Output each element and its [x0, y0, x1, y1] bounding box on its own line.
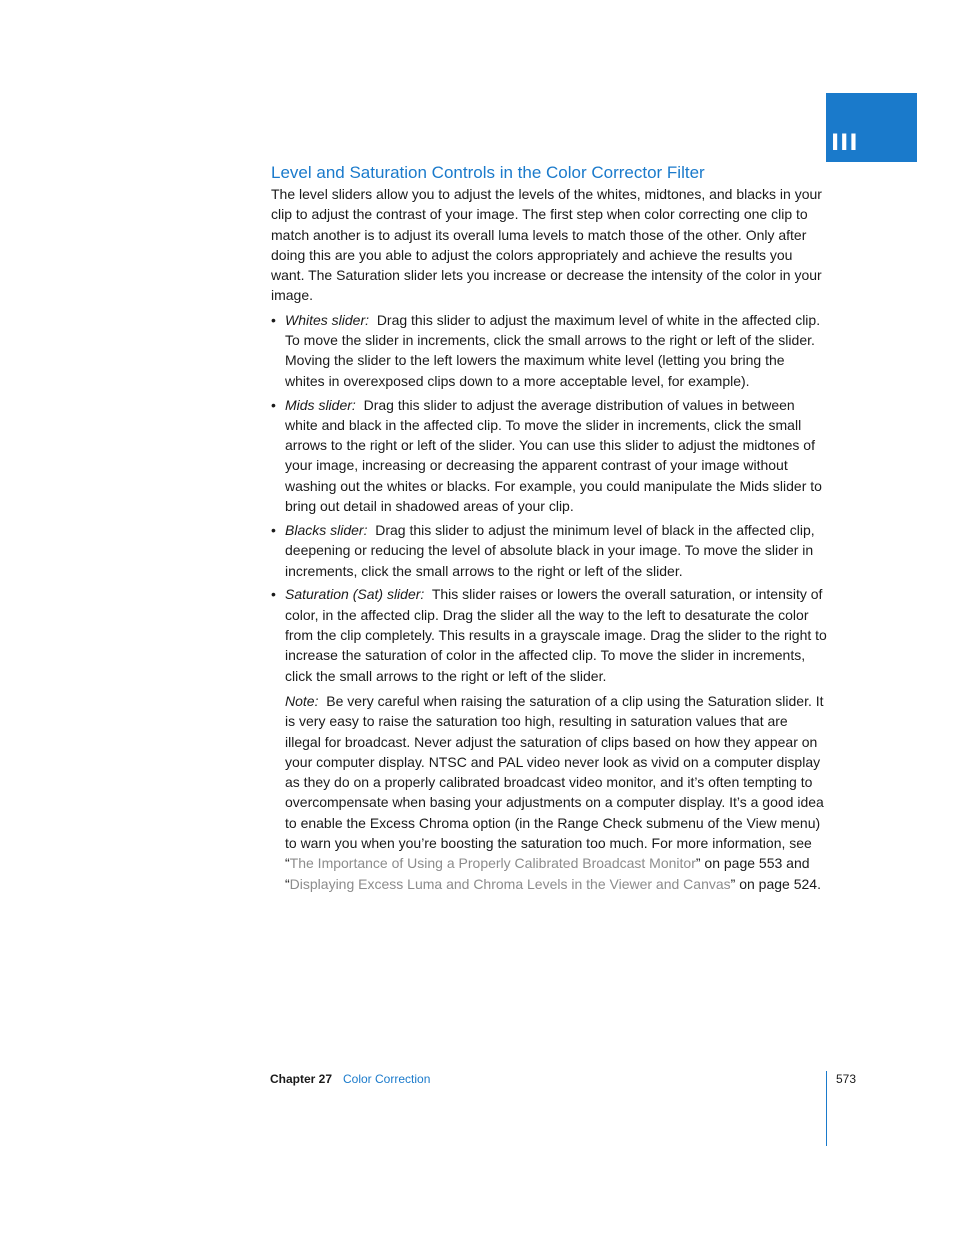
desc-mids: Drag this slider to adjust the average distribution of values in between white and black in the affected clip. To move the slider in increments, click the small arrows to the right or left of the slider. You can use this slider to adjust the midtones of your image, increasing or decreasing the apparent contrast of your image without washing out the whites or blacks. For example, you could manipulate the Mids slider to bring out detail in shadowed areas of your clip. — [285, 396, 822, 515]
section-body — [271, 184, 827, 894]
bullet-glyph: • — [271, 396, 276, 413]
list-item-whites — [271, 310, 827, 391]
intro-paragraph: The level sliders allow you to adjust the levels of the whites, midtones, and blacks in your clip to adjust the contrast of your image. The first step when color correcting one clip to match another is to adjust its overall luma levels to match those of the other. Only after doing this are you able to adjust the colors appropriately and achieve the results you want. The Saturation slider lets you increase or decrease the intensity of the color in your image. — [271, 186, 822, 304]
term-whites: Whites slider: — [285, 311, 370, 328]
bullet-glyph: • — [271, 311, 276, 328]
footer-chapter: Chapter 27 — [270, 1072, 333, 1086]
footer-divider — [826, 1071, 827, 1146]
desc-blacks: Drag this slider to adjust the minimum level of black in the affected clip, deepening or reducing the level of absolute black in your image. To move the slider in increments, click the small arrows to the right or left of the slider. — [285, 521, 815, 579]
list-item-mids — [271, 395, 827, 517]
note-mid: ” on page 553 and “ — [285, 855, 810, 892]
term-mids: Mids slider: — [285, 396, 356, 413]
list-item-blacks — [271, 520, 827, 581]
term-saturation: Saturation (Sat) slider: — [285, 586, 425, 603]
term-blacks: Blacks slider: — [285, 521, 368, 538]
note-label: Note: — [285, 692, 319, 709]
note-paragraph — [285, 691, 827, 894]
part-tab — [826, 93, 917, 162]
list-item-saturation — [271, 584, 827, 685]
section-heading: Level and Saturation Controls in the Color Corrector Filter — [271, 163, 705, 182]
part-tab-label: III — [831, 131, 859, 156]
bullet-glyph: • — [271, 586, 276, 603]
link-calibrated-monitor[interactable]: The Importance of Using a Properly Calibrated Broadcast Monitor — [289, 855, 696, 872]
note-tail: ” on page 524. — [730, 875, 821, 892]
desc-saturation: This slider raises or lowers the overall saturation, or intensity of color, in the affected clip. Drag the slider all the way to the left to desaturate the color from the clip completely. This results in a grayscale image. Drag the slider to the right to increase the saturation of color in the affected clip. To move the slider in increments, click the small arrows to the right or left of the slider. — [285, 586, 827, 684]
link-excess-luma-chroma[interactable]: Displaying Excess Luma and Chroma Levels in the Viewer and Canvas — [289, 875, 731, 892]
note-text: Be very careful when raising the saturation of a clip using the Saturation slider. It is very easy to raise the saturation too high, resulting in saturation values that are illegal for broadcast. Never adjust the saturation of clips based on how they appear on your computer display. NTSC and PAL video never look as vivid on a computer display as they do on a properly calibrated broadcast video monitor, and it’s often tempting to overcompensate when basing your adjustments on a computer display. It’s a good idea to enable the Excess Chroma option (in the Range Check submenu of the View menu) to warn you when you’re boosting the saturation too much. For more information, see “ — [285, 692, 824, 872]
page-number: 573 — [836, 1072, 857, 1086]
footer-chapter-title-link[interactable]: Color Correction — [343, 1072, 431, 1086]
desc-whites: Drag this slider to adjust the maximum level of white in the affected clip. To move the slider in increments, click the small arrows to the right or left of the slider. Moving the slider to the left lowers the maximum white level (letting you bring the whites in overexposed clips down to a more acceptable level, for example). — [285, 311, 821, 389]
bullet-glyph: • — [271, 521, 276, 538]
slider-list — [271, 310, 827, 686]
